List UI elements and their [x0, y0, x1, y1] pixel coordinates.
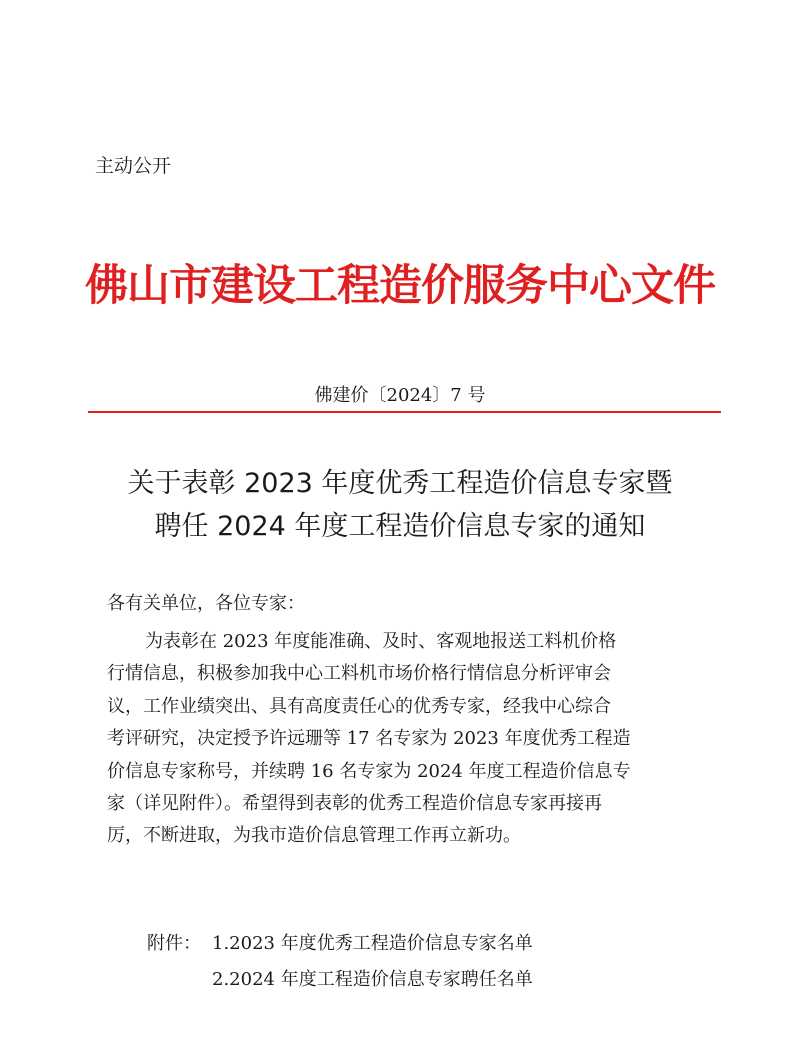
body-line: 家（详见附件）。希望得到表彰的优秀工程造价信息专家再接再	[107, 792, 602, 814]
body-line: 为表彰在 2023 年度能准确、及时、客观地报送工料机价格	[145, 631, 617, 652]
attachments	[147, 926, 533, 998]
attachment-row	[147, 962, 533, 998]
body-line: 价信息专家称号，并续聘 16 名专家为 2024 年度工程造价信息专	[107, 760, 631, 782]
document-number: 佛建价〔2024〕7 号	[314, 385, 486, 406]
notice-body	[107, 626, 727, 853]
body-line: 厉，不断进取，为我市造价信息管理工作再立新功。	[107, 825, 521, 847]
red-divider-line	[88, 411, 721, 413]
issuer-title: 佛山市建设工程造价服务中心文件	[85, 261, 715, 311]
disclosure-label: 主动公开	[95, 155, 172, 177]
body-line: 考评研究，决定授予许远珊等 17 名专家为 2023 年度优秀工程造	[107, 728, 631, 750]
notice-title-line: 聘任 2024 年度工程造价信息专家的通知	[154, 511, 646, 542]
attachment-item: 1.2023 年度优秀工程造价信息专家名单	[212, 933, 533, 954]
attachments-label: 附件：	[147, 933, 201, 954]
body-line: 行情信息，积极参加我中心工料机市场价格行情信息分析评审会	[107, 663, 611, 685]
attachment-row	[147, 926, 533, 962]
body-line: 议，工作业绩突出、具有高度责任心的优秀专家，经我中心综合	[107, 695, 611, 717]
salutation: 各有关单位，各位专家：	[107, 593, 305, 614]
notice-title-line: 关于表彰 2023 年度优秀工程造价信息专家暨	[127, 468, 673, 499]
notice-title	[0, 462, 800, 548]
attachment-item: 2.2024 年度工程造价信息专家聘任名单	[212, 969, 533, 990]
